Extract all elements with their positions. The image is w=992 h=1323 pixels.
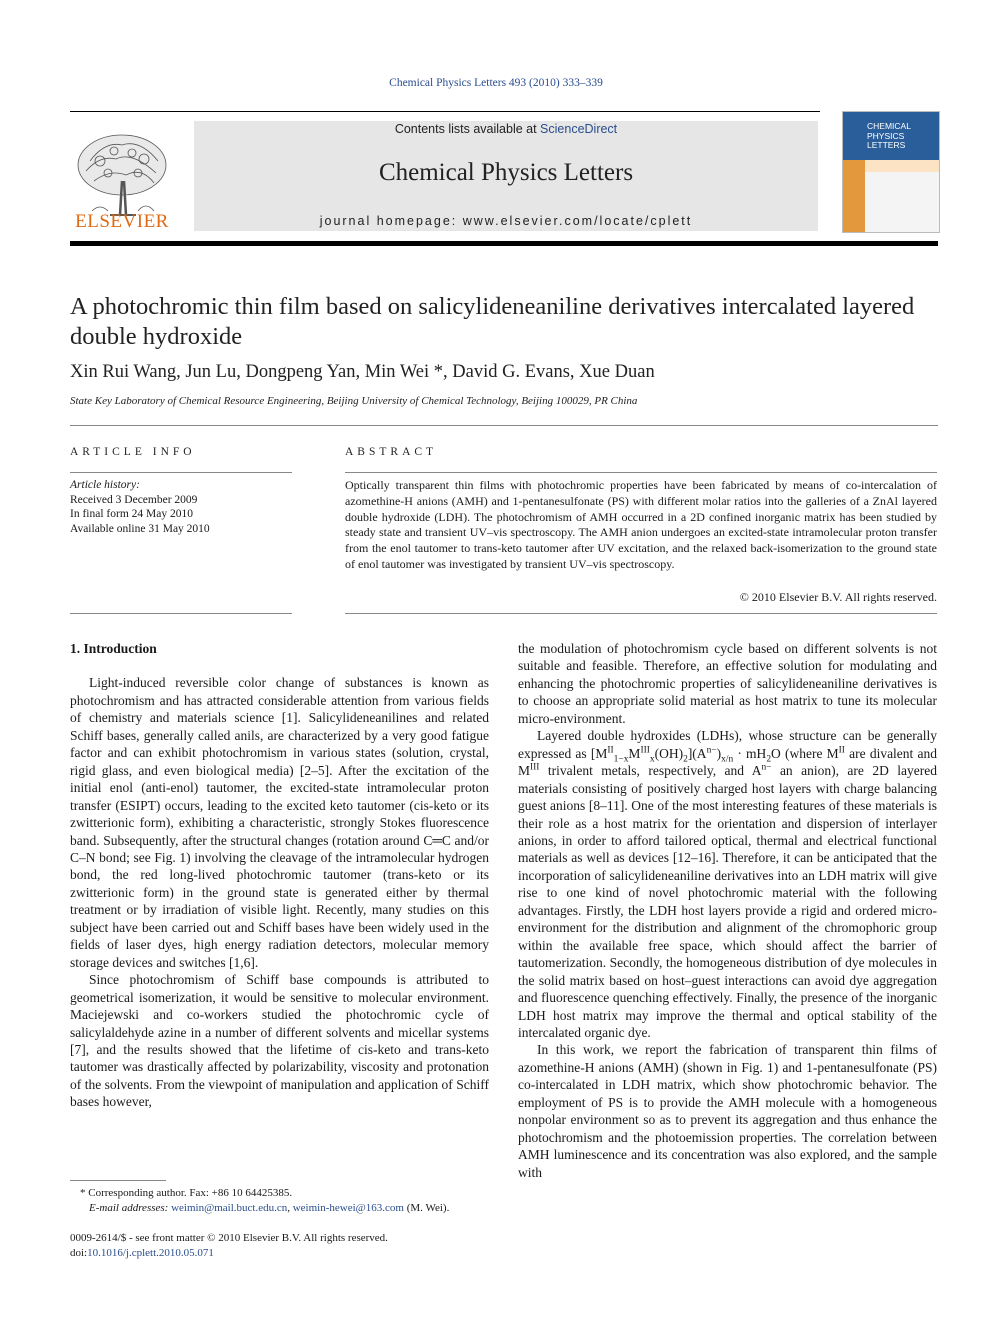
article-info-bottom-rule — [70, 613, 292, 614]
abstract-copyright: © 2010 Elsevier B.V. All rights reserved. — [739, 590, 937, 604]
received-date: Received 3 December 2009 — [70, 493, 198, 506]
header-bottom-rule — [70, 241, 938, 246]
intro-paragraph-4: Layered double hydroxides (LDHs), whose structure can be generally expressed as $[M^{II}_{1-x}M^{III}_x(OH)_2](A^{n-})_{x/n} \cdot mH_2O$ (where $M^{II}$ are divalent and $M^{III}$ trivalent metals, respectively, and $A^{n-}$ an anion), are 2D layered materials consisting of positively charged host layers with charge balancing guest anions [8–11]. One of the most interesting features of these materials is their role as a host matrix for the orientation and dispersion of interlayer anions, in order to afford tailored optical, thermal and electrical functional materials as well as devices [12–16]. Therefore, it can be anticipated that the incorporation of salicylideneaniline derivatives into an LDH matrix will give rise to one kind of novel photochromic material with the following advantages. Firstly, the LDH host layers provide a rigid and ordered micro-environment for the distribution and alignment of the chromophoric group within the available free space, which should affect the barrier of tautomerization. Secondly, the homogeneous distribution of dye molecules in the solid matrix based on host–guest interactions can avoid dye aggregation and fluorescence quenching effectively. Finally, the presence of the inorganic LDH host matrix may improve the thermal and optical stability of the intercalated organic dye. — [518, 728, 937, 1040]
abstract-heading: ABSTRACT — [345, 446, 438, 458]
intro-paragraph-3: the modulation of photochromism cycle based on different solvents is not suitable and feasible. Therefore, an effective solution for modulating and enhancing the photochromic properties of salicylideneaniline derivatives is to choose an appropriate solid material as host matrix to tune its molecular micro-environment. — [518, 641, 937, 726]
abstract-rule — [345, 472, 937, 473]
title-block-rule — [70, 425, 938, 426]
body-column-right — [518, 640, 937, 1181]
corresponding-author-note: * Corresponding author. Fax: +86 10 64425385. — [80, 1187, 293, 1199]
journal-cover-thumbnail — [842, 111, 940, 233]
journal-citation[interactable]: Chemical Physics Letters 493 (2010) 333–339 — [389, 77, 603, 89]
abstract-text: Optically transparent thin films with photochromic properties have been fabricated by means of co-intercalation of azomethine-H anions (AMH) and 1-pentanesulfonate (PS) with different molar ratios into the galleries of a ZnAl layered double hydroxide (LDH). The photochromism of AMH occurred in a 2D confined inorganic matrix has been studied by steady state and transient UV–vis spectroscopy. The AMH anion undergoes an excited-state intramolecular proton transfer from the enol tautomer to trans-keto tautomer after UV excitation, and the relaxed back-isomerization to the ground state of enol tautomer was investigated by transient UV–vis spectroscopy. — [345, 478, 937, 571]
issn-line: 0009-2614/$ - see front matter © 2010 Elsevier B.V. All rights reserved. — [70, 1232, 388, 1244]
doi-line: doi:10.1016/j.cplett.2010.05.071 — [70, 1246, 214, 1259]
history-label: Article history: — [70, 479, 140, 491]
email-note: E-mail addresses: weimin@mail.buct.edu.cn, weimin-hewei@163.com (M. Wei). — [89, 1201, 450, 1214]
article-info-heading: ARTICLE INFO — [70, 446, 196, 458]
abstract-bottom-rule — [345, 613, 937, 614]
elsevier-wordmark: ELSEVIER — [75, 211, 169, 232]
author-list: Xin Rui Wang, Jun Lu, Dongpeng Yan, Min Wei *, David G. Evans, Xue Duan — [70, 362, 655, 382]
contents-prefix: Contents lists available at — [394, 122, 541, 136]
journal-name: Chemical Physics Letters — [378, 159, 634, 186]
front-matter-footer — [70, 1231, 489, 1260]
section-heading-introduction: 1. Introduction — [70, 641, 157, 656]
email-link-1[interactable]: weimin@mail.buct.edu.cn — [171, 1201, 288, 1214]
journal-banner — [194, 121, 818, 231]
cover-figure-area — [865, 172, 939, 232]
contents-line — [194, 122, 818, 136]
final-form-date: In final form 24 May 2010 — [70, 508, 193, 520]
intro-paragraph-1: Light-induced reversible color change of substances is known as photochromism and has attracted considerable attention from various fields of chemistry and materials science [1]. Salicylideneanilines and related Schiff bases, generally called anils, are characterized by a very good fatigue factor and can exhibit photochromism in various states (solution, crystal, rigid glass, and even biological media) [2–5]. After the excitation of the initial enol (anti-enol) tautomer, the excited-state intramolecular proton transfer (ESIPT) occurs, leading to the excited keto tautomer (cis-keto or its zwitterionic form), exhibiting a characteristic, strongly Stokes fluorescence band. Subsequently, after the structural changes (rotation around C═C and/or C–N bond; see Fig. 1) involving the cleavage of the intramolecular hydrogen bond, the red long-lived photochromic tautomer (trans-keto or its zwitterionic form) in the ground state is generated either by thermal treatment or by irradiation of visible light. Recently, many studies on this subject have been carried out and Schiff bases have been widely used in the fields of laser dyes, high energy radiation detectors, molecular memory storage devices and switches [1,6]. — [70, 675, 489, 970]
online-date: Available online 31 May 2010 — [70, 522, 210, 535]
sciencedirect-link[interactable]: ScienceDirect — [540, 122, 618, 136]
doi-link[interactable]: 10.1016/j.cplett.2010.05.071 — [87, 1246, 214, 1259]
article-history — [70, 478, 292, 536]
cover-side-strip — [843, 160, 865, 232]
article-info-rule — [70, 472, 292, 473]
intro-paragraph-2: Since photochromism of Schiff base compounds is attributed to geometrical isomerization, it would be sensitive to molecular environment. Maciejewski and co-workers studied the photochromic cycle of salicylaldehyde azine in a number of different solvents and micellar systems [7], and the results showed that the lifetime of cis-keto and trans-keto tautomer was drastically affected by polarizability, viscosity and protonation of the solvents. From the viewpoint of manipulation and application of Schiff bases however, — [70, 972, 489, 1110]
article-title: A photochromic thin film based on salicylideneaniline derivatives intercalated layered double hydroxide — [70, 293, 915, 350]
footnote-rule — [70, 1180, 166, 1181]
intro-paragraph-5: In this work, we report the fabrication of transparent thin films of azomethine-H anions (AMH) (shown in Fig. 1) and 1-pentanesulfonate (PS) co-intercalated in LDH matrix, which show photochromic behavior. The employment of PS is to provide the AMH molecule with a homogeneous nonpolar environment so as to prevent its aggregation and thus enhance the photochromism and the photoemission properties. The correlation between AMH luminescence and its concentration was also explored, and the sample with — [518, 1042, 937, 1180]
journal-homepage[interactable]: journal homepage: www.elsevier.com/locate/cplett — [319, 214, 693, 228]
footnotes — [70, 1186, 489, 1215]
journal-header — [70, 111, 938, 247]
cover-title: CHEMICAL PHYSICS LETTERS — [867, 121, 911, 150]
affiliation: State Key Laboratory of Chemical Resource Engineering, Beijing University of Chemical Technology, Beijing 100029, PR China — [70, 395, 638, 407]
body-column-left — [70, 640, 489, 1111]
email-link-2[interactable]: weimin-hewei@163.com — [292, 1201, 404, 1214]
